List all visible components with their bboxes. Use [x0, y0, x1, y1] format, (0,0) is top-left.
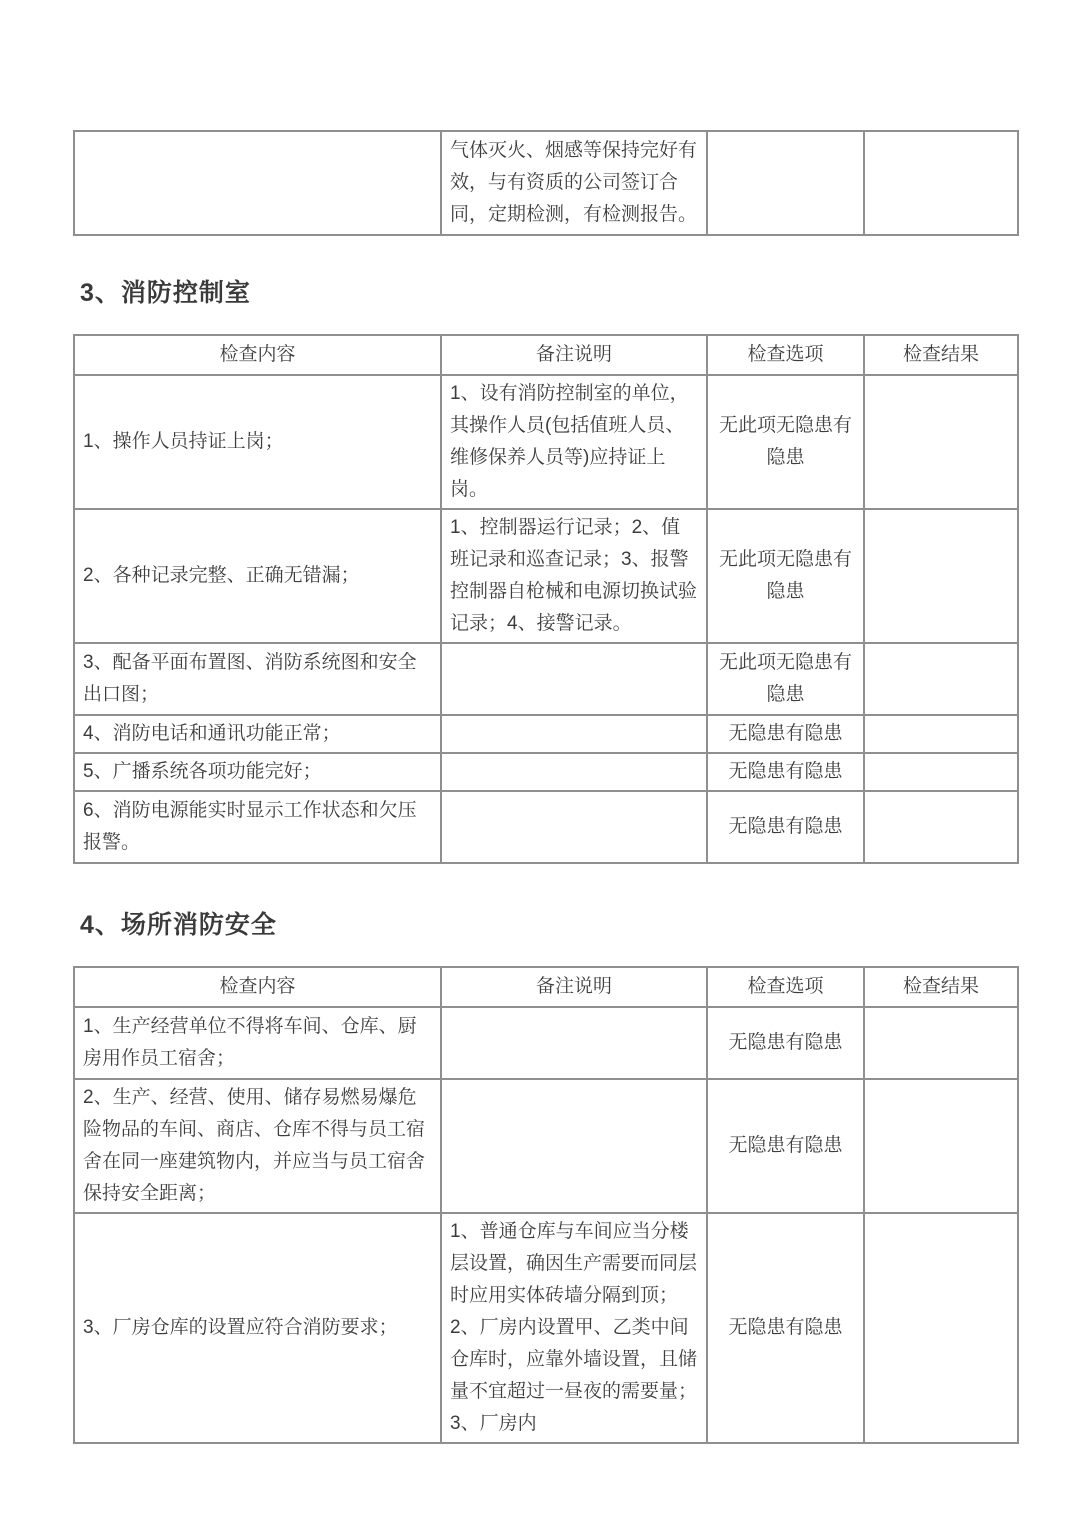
column-header-content: 检查内容 [74, 967, 441, 1007]
cell-result [864, 715, 1018, 753]
section-3-heading: 3、消防控制室 [80, 279, 251, 307]
cell-options: 无隐患有隐患 [707, 791, 864, 863]
table-row [74, 1213, 1018, 1443]
table-row [74, 1007, 1018, 1079]
section-4-table [73, 966, 1019, 1444]
cell-options: 无隐患有隐患 [707, 715, 864, 753]
cell-content: 4、消防电话和通讯功能正常； [74, 715, 441, 753]
cell-content: 3、配备平面布置图、消防系统图和安全出口图； [74, 643, 441, 715]
cell-result [864, 1079, 1018, 1213]
section-4-heading: 4、场所消防安全 [80, 911, 277, 939]
cell-content: 2、各种记录完整、正确无错漏； [74, 509, 441, 643]
column-header-result: 检查结果 [864, 335, 1018, 375]
column-header-remark: 备注说明 [441, 335, 707, 375]
cell-remark: 1、设有消防控制室的单位，其操作人员(包括值班人员、维修保养人员等)应持证上岗。 [441, 375, 707, 509]
cell-remark [441, 791, 707, 863]
cell-result [864, 509, 1018, 643]
cell-options [707, 131, 864, 235]
cell-remark [441, 715, 707, 753]
section-3-table [73, 334, 1019, 864]
cell-content: 5、广播系统各项功能完好； [74, 753, 441, 791]
cell-result [864, 375, 1018, 509]
header-row [74, 967, 1018, 1007]
cell-content: 1、操作人员持证上岗； [74, 375, 441, 509]
table-row [74, 643, 1018, 715]
cell-options: 无隐患有隐患 [707, 1213, 864, 1443]
cell-options: 无此项无隐患有隐患 [707, 509, 864, 643]
table-row [74, 715, 1018, 753]
table-row [74, 375, 1018, 509]
table-row [74, 753, 1018, 791]
cell-remark: 1、普通仓库与车间应当分楼层设置，确因生产需要而同层时应用实体砖墙分隔到顶；2、厂房内设置甲、乙类中间仓库时，应靠外墙设置，且储量不宜超过一昼夜的需要量；3、厂房内 [441, 1213, 707, 1443]
column-header-options: 检查选项 [707, 967, 864, 1007]
cell-result [864, 1213, 1018, 1443]
cell-result [864, 131, 1018, 235]
cell-result [864, 643, 1018, 715]
cell-content: 3、厂房仓库的设置应符合消防要求； [74, 1213, 441, 1443]
continuation-table [73, 130, 1019, 236]
cell-remark [441, 753, 707, 791]
column-header-options: 检查选项 [707, 335, 864, 375]
document-page [0, 130, 1080, 1527]
cell-result [864, 791, 1018, 863]
header-row [74, 335, 1018, 375]
cell-result [864, 1007, 1018, 1079]
cell-remark: 1、控制器运行记录；2、值班记录和巡查记录；3、报警控制器自枪械和电源切换试验记录；4、接警记录。 [441, 509, 707, 643]
cell-remark [441, 1007, 707, 1079]
column-header-content: 检查内容 [74, 335, 441, 375]
cell-options: 无隐患有隐患 [707, 1079, 864, 1213]
column-header-remark: 备注说明 [441, 967, 707, 1007]
cell-remark [441, 1079, 707, 1213]
cell-options: 无隐患有隐患 [707, 753, 864, 791]
cell-result [864, 753, 1018, 791]
cell-content [74, 131, 441, 235]
column-header-result: 检查结果 [864, 967, 1018, 1007]
cell-content: 2、生产、经营、使用、储存易燃易爆危险物品的车间、商店、仓库不得与员工宿舍在同一座建筑物内，并应当与员工宿舍保持安全距离； [74, 1079, 441, 1213]
cell-remark: 气体灭火、烟感等保持完好有效，与有资质的公司签订合同，定期检测，有检测报告。 [441, 131, 707, 235]
table-row [74, 791, 1018, 863]
cell-remark [441, 643, 707, 715]
table-row [74, 131, 1018, 235]
cell-options: 无此项无隐患有隐患 [707, 375, 864, 509]
cell-content: 1、生产经营单位不得将车间、仓库、厨房用作员工宿舍； [74, 1007, 441, 1079]
cell-content: 6、消防电源能实时显示工作状态和欠压报警。 [74, 791, 441, 863]
cell-options: 无此项无隐患有隐患 [707, 643, 864, 715]
table-row [74, 1079, 1018, 1213]
cell-options: 无隐患有隐患 [707, 1007, 864, 1079]
table-row [74, 509, 1018, 643]
